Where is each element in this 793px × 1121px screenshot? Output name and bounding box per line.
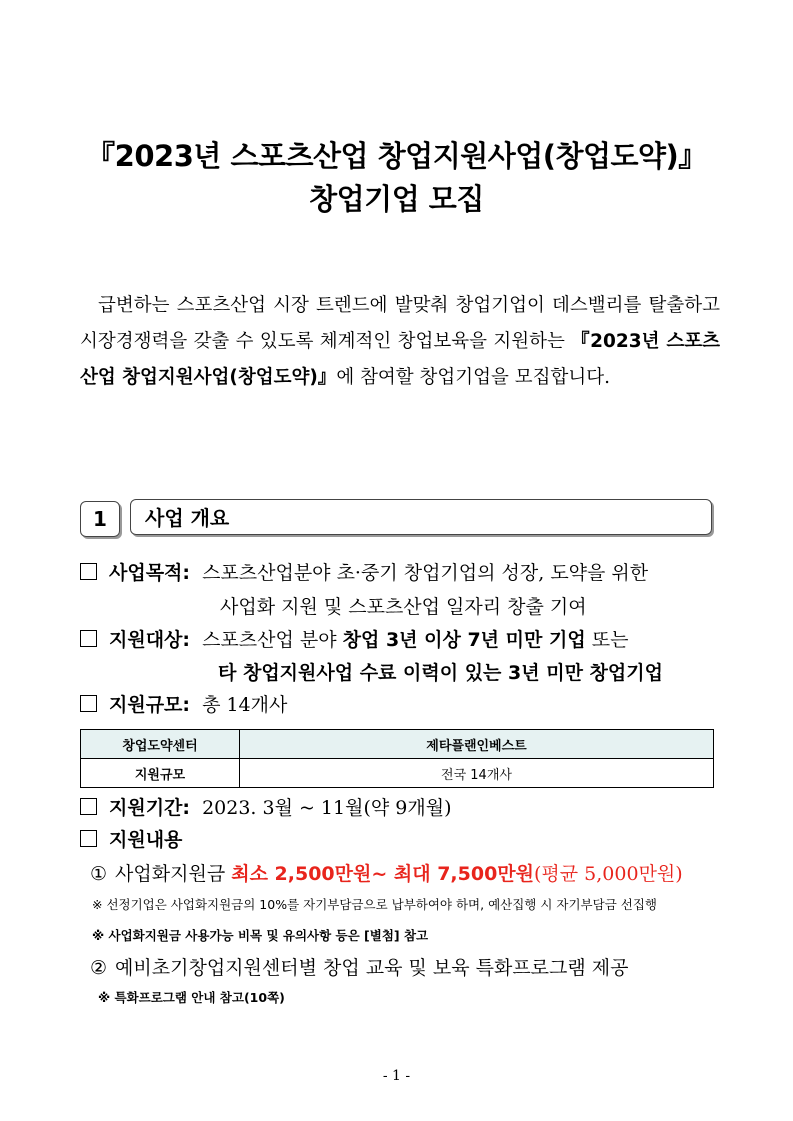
content-item-1 [90,859,683,886]
scale-value: 총 14개사 [202,694,288,716]
target-line1-pre: 스포츠산업 분야 [202,629,343,651]
intro-text-2: 에 참여할 창업기업을 모집합니다. [336,367,611,388]
content-item-2 [90,953,629,980]
item2-text: 예비초기창업지원센터별 창업 교육 및 보육 특화프로그램 제공 [115,957,629,979]
target-row [80,625,628,652]
purpose-label: 사업목적: [109,562,191,584]
checkbox-icon [80,695,97,712]
item1-text: 사업화지원금 [115,863,232,885]
note-usage: ※ 사업화지원금 사용가능 비목 및 유의사항 등은 [별첨] 참고 [92,928,429,943]
intro-paragraph [80,288,720,396]
target-line1-bold: 창업 3년 이상 7년 미만 기업 [342,629,586,651]
target-line2: 타 창업지원사업 수료 이력이 있는 3년 미만 창업기업 [218,662,663,684]
period-label: 지원기간: [109,797,191,819]
section-title: 사업 개요 [130,499,712,535]
checkbox-icon [80,798,97,815]
document-title-line1: 『2023년 스포츠산업 창업지원사업(창업도약)』 [86,139,707,173]
intro-text-1: 급변하는 스포츠산업 시장 트렌드에 발맞춰 창업기업이 데스밸리를 탈출하고 시장경쟁력을 갖출 수 있도록 체계적인 창업보육을 지원하는 [80,295,720,352]
table-cell: 전국 14개사 [240,759,714,788]
target-label: 지원대상: [109,629,191,651]
item1-number: ① [90,863,108,885]
target-line1-post: 또는 [585,629,629,651]
table-header-cell: 창업도약센터 [81,730,240,759]
table-header-row [81,730,714,759]
period-row [80,793,451,820]
purpose-line1: 스포츠산업분야 초·중기 창업기업의 성장, 도약을 위한 [202,562,649,584]
checkbox-icon [80,563,97,580]
purpose-row [80,558,648,585]
content-row [80,825,182,852]
period-value: 2023. 3월 ~ 11월(약 9개월) [202,797,452,819]
item1-average: (평균 5,000만원) [534,863,683,885]
note-self-payment: ※ 선정기업은 사업화지원금의 10%를 자기부담금으로 납부하여야 하며, 예산집행 시 자기부담금 선집행 [92,897,657,912]
support-scale-table [80,729,714,788]
item1-amount: 최소 2,500만원~ 최대 7,500만원 [231,863,535,885]
section-number: 1 [80,501,120,537]
item2-number: ② [90,957,108,979]
scale-row [80,690,287,717]
intro-bold-program: 『2023년 스포츠산업 창업지원사업(창업도약)』 [80,331,720,388]
purpose-line2: 사업화 지원 및 스포츠산업 일자리 창출 기여 [220,596,587,618]
document-title-line2: 창업기업 모집 [309,182,484,216]
page-number: - 1 - [382,1068,411,1084]
note-special-program: ※ 특화프로그램 안내 참고(10쪽) [98,990,285,1005]
table-cell: 지원규모 [81,759,240,788]
table-row [81,759,714,788]
checkbox-icon [80,630,97,647]
table-header-cell: 제타플랜인베스트 [240,730,714,759]
scale-label: 지원규모: [109,694,191,716]
checkbox-icon [80,830,97,847]
content-label: 지원내용 [109,829,183,851]
